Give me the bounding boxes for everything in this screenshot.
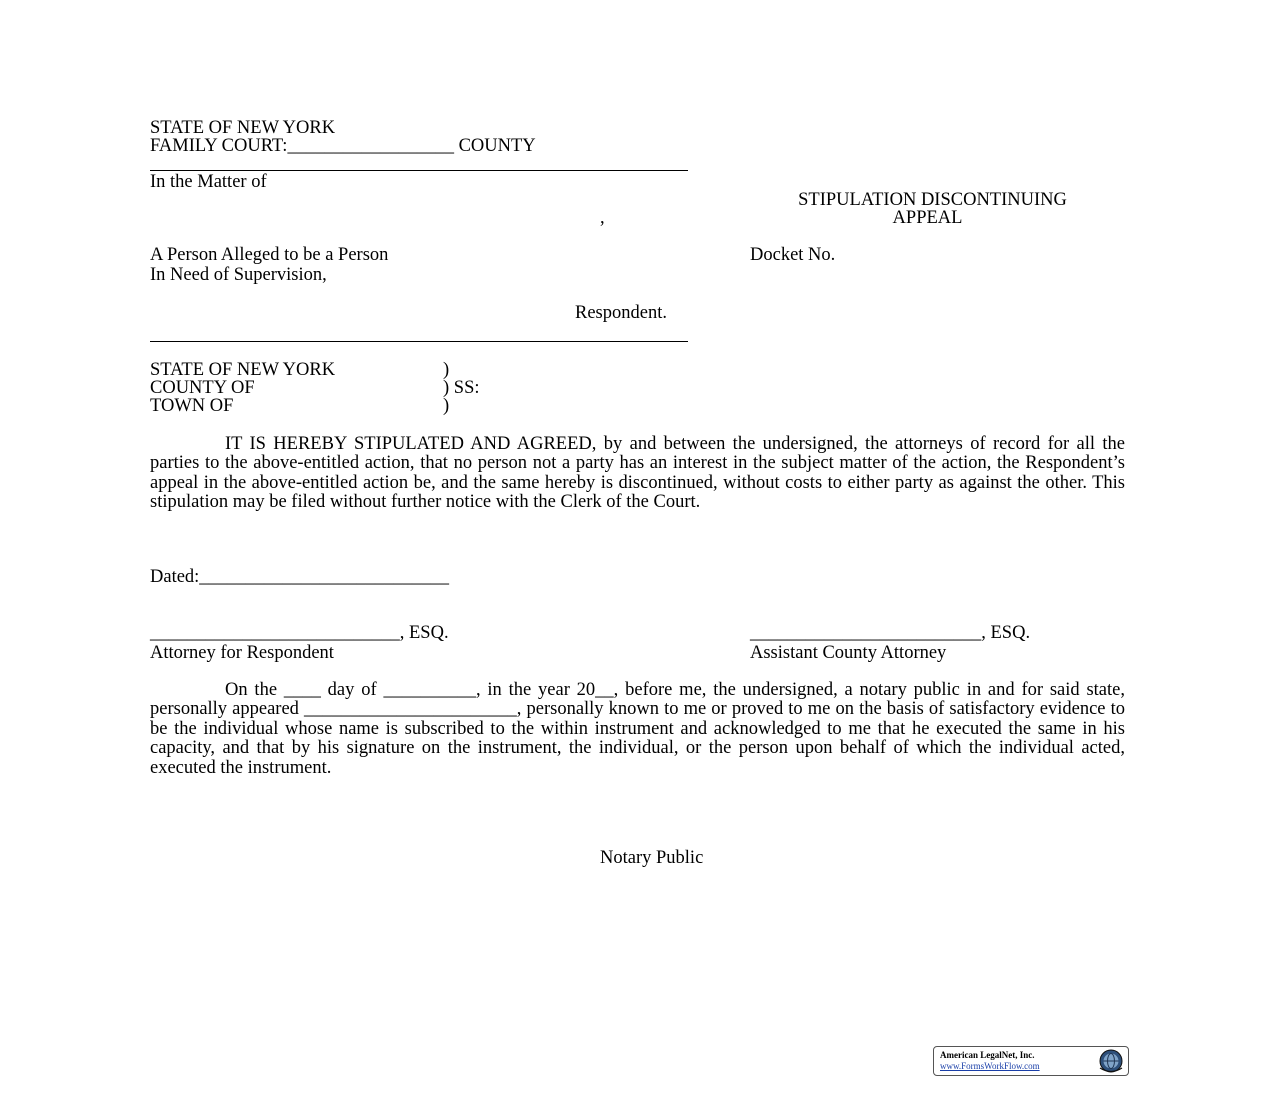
venue-town-paren: ) xyxy=(443,396,450,416)
footer-badge[interactable] xyxy=(933,1046,1129,1076)
caption-top-rule xyxy=(150,170,688,171)
caption-alleged-line2: In Need of Supervision, xyxy=(150,265,327,285)
caption-bottom-rule xyxy=(150,341,688,342)
globe-logo-icon xyxy=(1097,1048,1125,1074)
respondent-attorney-signature-line: ___________________________, ESQ. xyxy=(150,623,449,643)
notary-public-label: Notary Public xyxy=(600,848,704,868)
document-title-line1: STIPULATION DISCONTINUING xyxy=(798,190,1067,210)
dated-line: Dated:___________________________ xyxy=(150,567,450,587)
document-title-line2: APPEAL xyxy=(892,208,963,228)
respondent-attorney-title: Attorney for Respondent xyxy=(150,643,334,663)
badge-url-link[interactable]: www.FormsWorkFlow.com xyxy=(940,1061,1040,1071)
notary-paragraph: On the ____ day of __________, in the year 20__, before me, the undersigned, a notary public in and for said state, personally appeared _______________________, personally known to me or proved to me on the basis of satisfactory evidence to be the individual whose name is subscribed to the within instrument and acknowledged to me that he executed the same in his capacity, and that by his signature on the instrument, the individual, or the person upon behalf of which the individual acted, executed the instrument. xyxy=(150,680,1125,778)
county-attorney-signature-line: _________________________, ESQ. xyxy=(750,623,1031,643)
stipulation-paragraph: IT IS HEREBY STIPULATED AND AGREED, by and between the undersigned, the attorneys of record for all the parties to the above-entitled action, that no person not a party has an interest in the subject matter of the action, the Respondent’s appeal in the above-entitled action be, and the same hereby is discontinued, without costs to either party as against the other. This stipulation may be filed without further notice with the Clerk of the Court. xyxy=(150,434,1125,513)
county-attorney-title: Assistant County Attorney xyxy=(750,643,947,663)
caption-state-line: STATE OF NEW YORK xyxy=(150,118,336,138)
docket-label: Docket No. xyxy=(750,245,836,265)
venue-state: STATE OF NEW YORK xyxy=(150,360,336,380)
venue-county-paren: ) SS: xyxy=(443,378,480,398)
venue-county: COUNTY OF xyxy=(150,378,255,398)
badge-company-name: American LegalNet, Inc. xyxy=(940,1050,1035,1060)
venue-town: TOWN OF xyxy=(150,396,234,416)
caption-alleged-line1: A Person Alleged to be a Person xyxy=(150,245,389,265)
caption-respondent: Respondent. xyxy=(575,303,667,323)
caption-in-matter: In the Matter of xyxy=(150,172,267,192)
venue-state-paren: ) xyxy=(443,360,450,380)
caption-name-comma: , xyxy=(600,208,605,228)
caption-court-line: FAMILY COURT:__________________ COUNTY xyxy=(150,136,536,156)
